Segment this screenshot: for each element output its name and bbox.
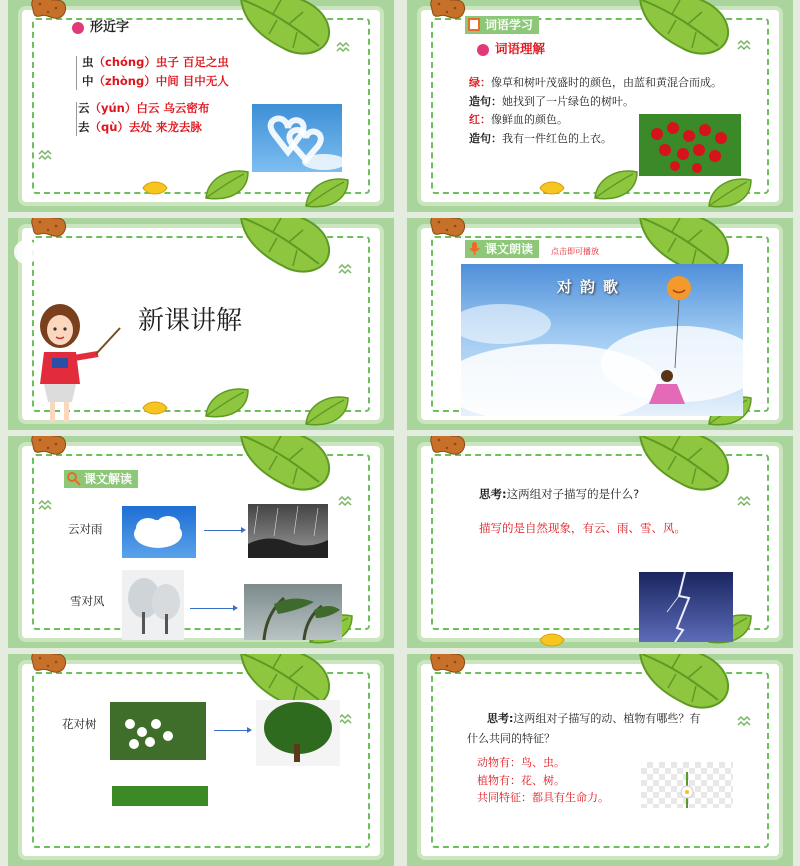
- pair-label: 云对雨: [68, 522, 103, 536]
- leaf-icon: [632, 0, 732, 60]
- badge-text: 课文解读: [84, 472, 133, 486]
- yellow-leaf-icon: [142, 400, 168, 416]
- section-heading: [477, 39, 545, 57]
- slide-4[interactable]: [407, 218, 793, 430]
- badge-text: 词语学习: [485, 18, 534, 32]
- section-badge: [64, 470, 138, 488]
- pinyin: （chóng）: [93, 55, 156, 69]
- term: 绿：: [469, 76, 491, 89]
- zigzag-icon: [338, 264, 352, 274]
- words: 去处 来龙去脉: [128, 120, 202, 134]
- question-line: [479, 486, 639, 502]
- section-heading: [72, 16, 129, 35]
- term: 造句：: [469, 95, 502, 108]
- peanut-icon: [427, 0, 467, 22]
- think-label: 思考:: [487, 712, 514, 725]
- peanut-icon: [28, 436, 68, 458]
- zigzag-icon: [38, 150, 52, 160]
- slide-2[interactable]: [407, 0, 793, 212]
- section-badge: [465, 240, 539, 258]
- heart-cloud-photo: [252, 104, 342, 172]
- leaf-icon: [632, 654, 732, 714]
- book-icon: [467, 17, 482, 32]
- words: 白云 乌云密布: [136, 101, 210, 115]
- leaf-icon: [233, 0, 333, 60]
- leaf-icon: [593, 168, 639, 202]
- bracket: [76, 56, 81, 90]
- definition: 她找到了一片绿色的树叶。: [502, 95, 634, 108]
- definition-line: [469, 111, 568, 127]
- definition: 像草和树叶茂盛时的颜色，由蓝和黄混合而成。: [491, 76, 722, 89]
- answer-line: 共同特征：都具有生命力。: [477, 791, 609, 804]
- rain-photo: [248, 504, 328, 558]
- char-row: [82, 54, 229, 70]
- char-row: [82, 73, 229, 89]
- char-row: [78, 100, 209, 116]
- answer-line: 动物有：鸟、虫。: [477, 756, 565, 769]
- definition-line: [469, 130, 612, 146]
- pair-label: 雪对风: [70, 594, 105, 608]
- think-label: 思考:: [479, 487, 507, 501]
- cloud-photo: [122, 506, 196, 558]
- leaf-icon: [204, 386, 250, 420]
- yellow-leaf-icon: [539, 180, 565, 196]
- heading-text: 词语理解: [495, 41, 546, 56]
- decor-circle: [14, 240, 38, 264]
- char: 去: [78, 120, 90, 134]
- bullet-dot: [72, 22, 84, 34]
- answer-text: 描写的是自然现象，有云、雨、雪、风。: [479, 521, 686, 535]
- char: 云: [78, 101, 90, 115]
- pinyin: （qù）: [89, 120, 129, 134]
- slide-title: 新课讲解: [138, 306, 243, 336]
- leaf-icon: [233, 218, 333, 278]
- term: 造句：: [469, 132, 502, 145]
- arrow: [190, 608, 234, 609]
- zigzag-icon: [737, 40, 751, 50]
- magnifier-icon: [66, 471, 81, 486]
- zigzag-icon: [737, 716, 751, 726]
- leaf-icon: [304, 176, 350, 210]
- grass-photo: [112, 786, 208, 806]
- leaf-icon: [233, 436, 333, 496]
- slide-1[interactable]: [8, 0, 394, 212]
- poem-title: 对韵歌: [557, 278, 627, 296]
- lightning-photo: [639, 572, 733, 642]
- tree-photo: [256, 700, 340, 766]
- zigzag-icon: [338, 714, 352, 724]
- slide-5[interactable]: [8, 436, 394, 648]
- char-row: [78, 119, 202, 135]
- wind-photo: [244, 584, 342, 640]
- words: 虫子 百足之虫: [155, 55, 229, 69]
- mic-icon: [467, 241, 482, 256]
- leaf-icon: [204, 168, 250, 202]
- play-hint[interactable]: 点击即可播放: [551, 247, 599, 256]
- flowers-photo: [110, 702, 206, 760]
- term: 红：: [469, 113, 491, 126]
- definition-line: [469, 93, 634, 109]
- leaf-icon: [304, 394, 350, 428]
- heading-text: 形近字: [90, 20, 130, 35]
- pinyin: （zhòng）: [93, 74, 156, 88]
- daisy-photo: [641, 762, 733, 808]
- peanut-icon: [28, 0, 68, 22]
- zigzag-icon: [737, 496, 751, 506]
- bullet-dot: [477, 44, 489, 56]
- question-text: 这两组对子描写的动、植物有哪些？有: [513, 712, 701, 725]
- section-badge: [465, 16, 539, 34]
- pair-label: 花对树: [62, 717, 97, 731]
- definition-line: [469, 74, 722, 90]
- red-flowers-photo: [639, 114, 741, 176]
- words: 中间 目中无人: [155, 74, 229, 88]
- peanut-icon: [28, 654, 68, 676]
- leaf-icon: [632, 436, 732, 496]
- zigzag-icon: [338, 496, 352, 506]
- slide-6[interactable]: [407, 436, 793, 648]
- answer-line: 植物有：花、树。: [477, 774, 565, 787]
- char: 虫: [82, 55, 94, 69]
- badge-text: 课文朗读: [485, 242, 534, 256]
- peanut-icon: [427, 654, 467, 676]
- peanut-icon: [427, 436, 467, 458]
- question-line-2: 什么共同的特征？: [467, 732, 555, 745]
- zigzag-icon: [38, 500, 52, 510]
- slide-8[interactable]: [407, 654, 793, 866]
- pinyin: （yún）: [89, 101, 137, 115]
- arrow: [214, 730, 248, 731]
- peanut-icon: [427, 218, 467, 240]
- leaf-icon: [707, 176, 753, 210]
- definition: 我有一件红色的上衣。: [502, 132, 612, 145]
- question-text: 这两组对子描写的是什么?: [506, 487, 640, 501]
- zigzag-icon: [336, 42, 350, 52]
- snow-trees-photo: [122, 570, 184, 640]
- yellow-leaf-icon: [142, 180, 168, 196]
- question-line: [487, 710, 700, 726]
- teacher-illustration: [30, 302, 126, 426]
- arrow: [204, 530, 242, 531]
- char: 中: [82, 74, 94, 88]
- peanut-icon: [28, 218, 68, 240]
- slide-3[interactable]: [8, 218, 394, 430]
- definition: 像鲜血的颜色。: [491, 113, 568, 126]
- yellow-leaf-icon: [539, 632, 565, 648]
- slide-7[interactable]: [8, 654, 394, 866]
